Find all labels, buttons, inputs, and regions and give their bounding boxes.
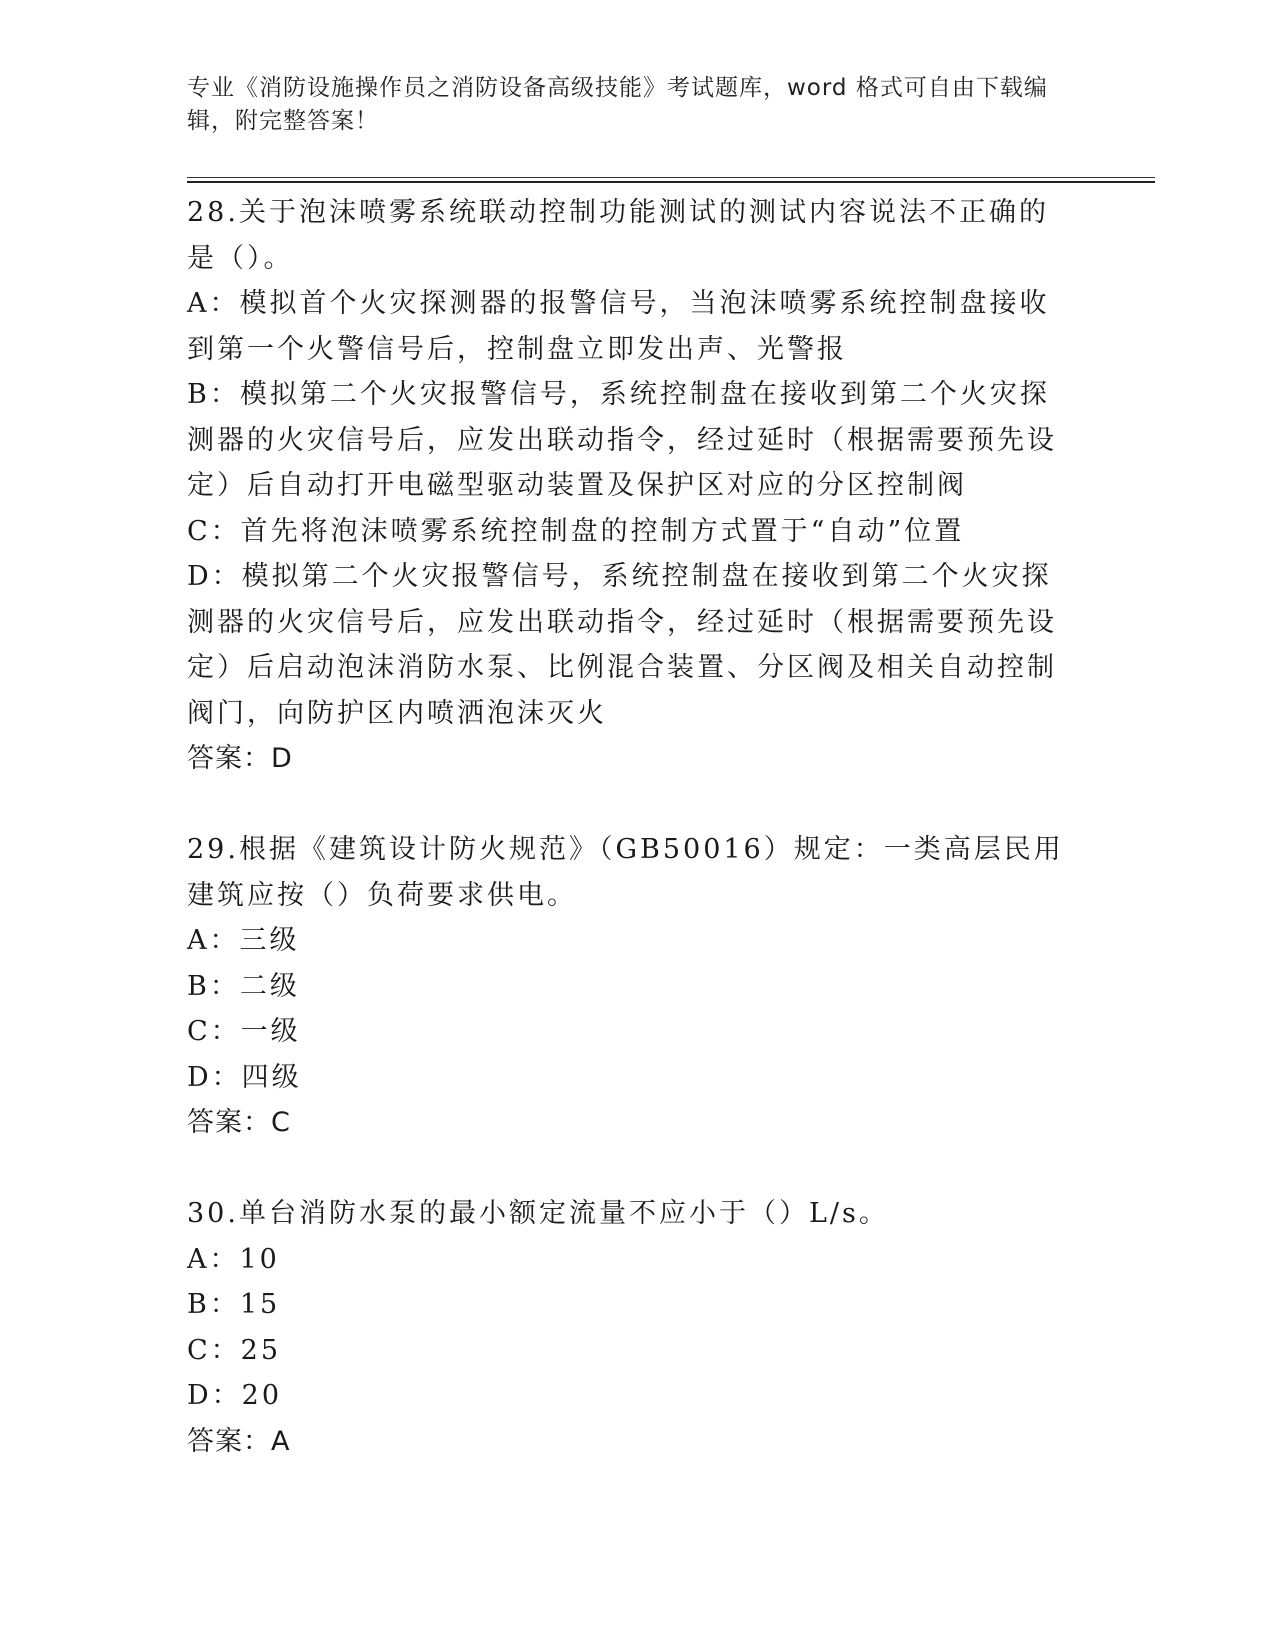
option-d: D：模拟第二个火灾报警信号，系统控制盘在接收到第二个火灾探测器的火灾信号后，应发出联动指令，经过延时（根据需要预先设定）后启动泡沫消防水泵、比例混合装置、分区阀及相关自动控制阀门，向防护区内喷洒泡沫灭火 [187, 561, 1057, 729]
option-b: B：二级 [187, 970, 300, 1002]
option-c: C：25 [187, 1334, 282, 1366]
option-c: C：一级 [187, 1016, 301, 1047]
question-28 [187, 190, 1077, 782]
page-header: 专业《消防设施操作员之消防设备高级技能》考试题库，word 格式可自由下载编辑，附完整答案！ [187, 75, 1048, 134]
question-list [187, 190, 1077, 1464]
answer: 答案：D [187, 743, 293, 774]
option-a: A：三级 [187, 925, 300, 956]
option-a: A：模拟首个火灾探测器的报警信号，当泡沫喷雾系统控制盘接收到第一个火警信号后，控制盘立即发出声、光警报 [187, 288, 1050, 365]
answer: 答案：A [187, 1425, 291, 1457]
option-d: D：四级 [187, 1061, 302, 1093]
question-29 [187, 827, 1077, 1146]
spacer [187, 782, 1077, 828]
question-stem: 28.关于泡沫喷雾系统联动控制功能测试的测试内容说法不正确的是（）。 [187, 197, 1049, 274]
answer: 答案：C [187, 1107, 291, 1138]
option-d: D：20 [187, 1380, 283, 1411]
header-rule-thick [187, 181, 1155, 183]
question-30 [187, 1191, 1077, 1464]
spacer [187, 1146, 1077, 1192]
option-b: B：模拟第二个火灾报警信号，系统控制盘在接收到第二个火灾探测器的火灾信号后，应发出联动指令，经过延时（根据需要预先设定）后自动打开电磁型驱动装置及保护区对应的分区控制阀 [187, 379, 1057, 501]
option-c: C：首先将泡沫喷雾系统控制盘的控制方式置于“自动”位置 [187, 515, 965, 547]
question-stem: 30.单台消防水泵的最小额定流量不应小于（）L/s。 [187, 1198, 889, 1229]
option-a: A：10 [187, 1243, 280, 1275]
question-stem: 29.根据《建筑设计防火规范》（GB50016）规定：一类高层民用建筑应按（）负荷要求供电。 [187, 834, 1064, 911]
header-rule-thin [187, 177, 1155, 178]
option-b: B：15 [187, 1289, 281, 1320]
